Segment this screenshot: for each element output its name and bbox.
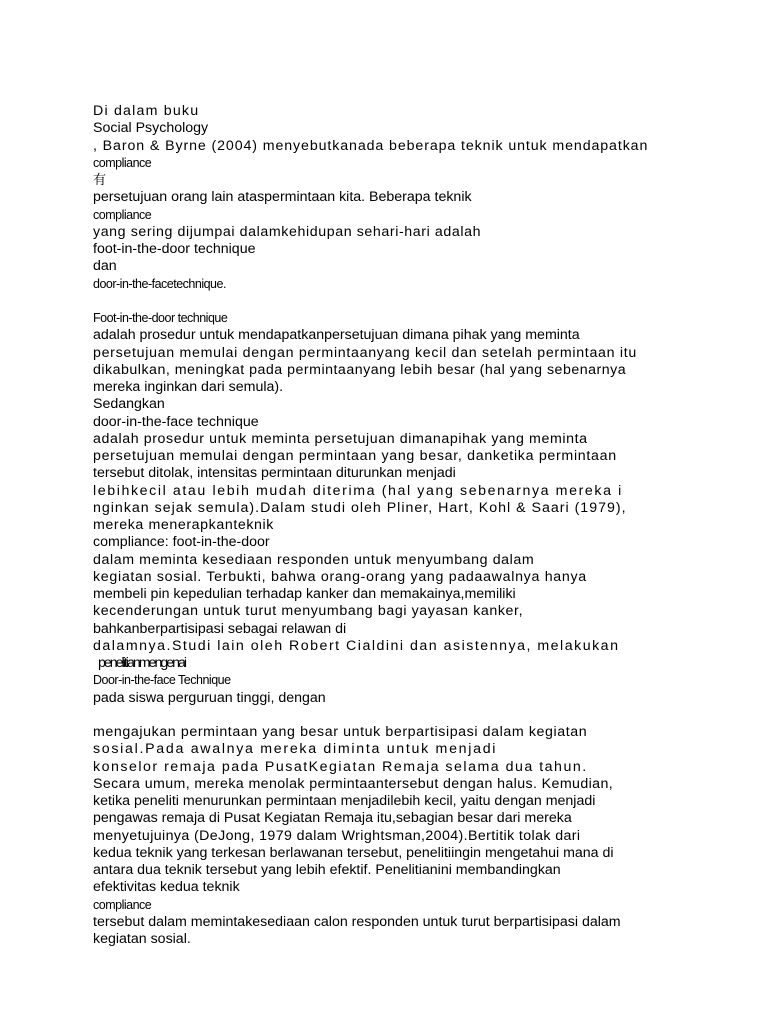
text-line: dan xyxy=(93,258,117,275)
text-line: mereka inginkan dari semula). xyxy=(93,379,284,395)
text-line: ketika peneliti menurunkan permintaan menjadilebih kecil, yaitu dengan menjadi xyxy=(93,793,596,809)
text-line: persetujuan orang lain ataspermintaan kita. Beberapa teknik xyxy=(93,189,472,206)
text-line: efektivitas kedua teknik xyxy=(93,879,240,896)
text-line: Secara umum, mereka menolak permintaantersebut dengan halus. Kemudian, xyxy=(93,775,614,792)
text-line: persetujuan memulai dengan permintaan yang besar, danketika permintaan xyxy=(93,448,617,464)
text-line: Door-in-the-face Technique xyxy=(93,673,231,688)
text-line: Social Psychology xyxy=(93,120,209,137)
text-line: foot-in-the-door technique xyxy=(93,241,256,257)
document-body xyxy=(93,103,693,948)
text-line: Sedangkan xyxy=(93,396,165,413)
text-line: mengajukan permintaan yang besar untuk berpartisipasi dalam kegiatan xyxy=(93,724,588,740)
text-line: pada siswa perguruan tinggi, dengan xyxy=(93,689,326,706)
text-line: dalamnya.Studi lain oleh Robert Cialdini dan asistennya, melakukan xyxy=(93,637,620,654)
text-line: mereka menerapkanteknik xyxy=(93,517,274,533)
text-line: compliance xyxy=(93,207,152,222)
text-line: nginkan sejak semula).Dalam studi oleh Pliner, Hart, Kohl & Saari (1979), xyxy=(93,499,627,516)
text-line: dalam meminta kesediaan responden untuk menyumbang dalam xyxy=(93,551,535,568)
text-line: compliance xyxy=(93,155,152,170)
text-line: yang sering dijumpai dalamkehidupan sehari-hari adalah xyxy=(93,223,482,240)
text-line: Di dalam buku xyxy=(93,103,200,119)
text-line: adalah prosedur untuk meminta persetujuan dimanapihak yang meminta xyxy=(93,430,588,447)
paragraph-gap xyxy=(93,293,693,310)
paragraph-gap xyxy=(93,707,693,724)
text-line: compliance xyxy=(93,897,152,912)
text-line: 有 xyxy=(93,173,107,188)
text-line: kegiatan sosial. Terbukti, bahwa orang-orang yang padaawalnya hanya xyxy=(93,568,587,585)
text-line: compliance: foot-in-the-door xyxy=(93,534,270,551)
text-line: tersebut ditolak, intensitas permintaan diturunkan menjadi xyxy=(93,465,456,482)
text-line: penelitianmengenai xyxy=(98,655,186,671)
text-line: tersebut dalam memintakesediaan calon responden untuk turut berpartisipasi dalam xyxy=(93,913,621,930)
text-line: pengawas remaja di Pusat Kegiatan Remaja itu,sebagian besar dari mereka xyxy=(93,810,572,827)
text-line: kegiatan sosial. xyxy=(93,931,191,947)
text-line: sosial.Pada awalnya mereka diminta untuk menjadi xyxy=(93,741,498,758)
text-line: , Baron & Byrne (2004) menyebutkanada beberapa teknik untuk mendapatkan xyxy=(93,137,649,154)
text-line: door-in-the-face technique xyxy=(93,413,259,430)
text-line: Foot-in-the-door technique xyxy=(93,311,228,325)
text-line: antara dua teknik tersebut yang lebih efektif. Penelitianini membandingkan xyxy=(93,862,561,878)
text-line: adalah prosedur untuk mendapatkanpersetujuan dimana pihak yang meminta xyxy=(93,327,580,344)
text-line: membeli pin kepedulian terhadap kanker dan memakainya,memiliki xyxy=(93,586,516,602)
text-line: menyetujuinya (DeJong, 1979 dalam Wrightsman,2004).Bertitik tolak dari xyxy=(93,827,581,844)
text-line: persetujuan memulai dengan permintaanyang kecil dan setelah permintaan itu xyxy=(93,344,637,361)
text-line: lebihkecil atau lebih mudah diterima (hal yang sebenarnya mereka i xyxy=(93,482,623,499)
text-line: konselor remaja pada PusatKegiatan Remaja selama dua tahun. xyxy=(93,758,588,775)
text-line: door-in-the-facetechnique. xyxy=(93,276,226,291)
text-line: bahkanberpartisipasi sebagai relawan di xyxy=(93,620,347,637)
text-line: kedua teknik yang terkesan berlawanan tersebut, penelitiingin mengetahui mana di xyxy=(93,844,614,861)
text-line: dikabulkan, meningkat pada permintaanyang lebih besar (hal yang sebenarnya xyxy=(93,361,627,378)
text-line: kecenderungan untuk turut menyumbang bagi yayasan kanker, xyxy=(93,603,524,620)
